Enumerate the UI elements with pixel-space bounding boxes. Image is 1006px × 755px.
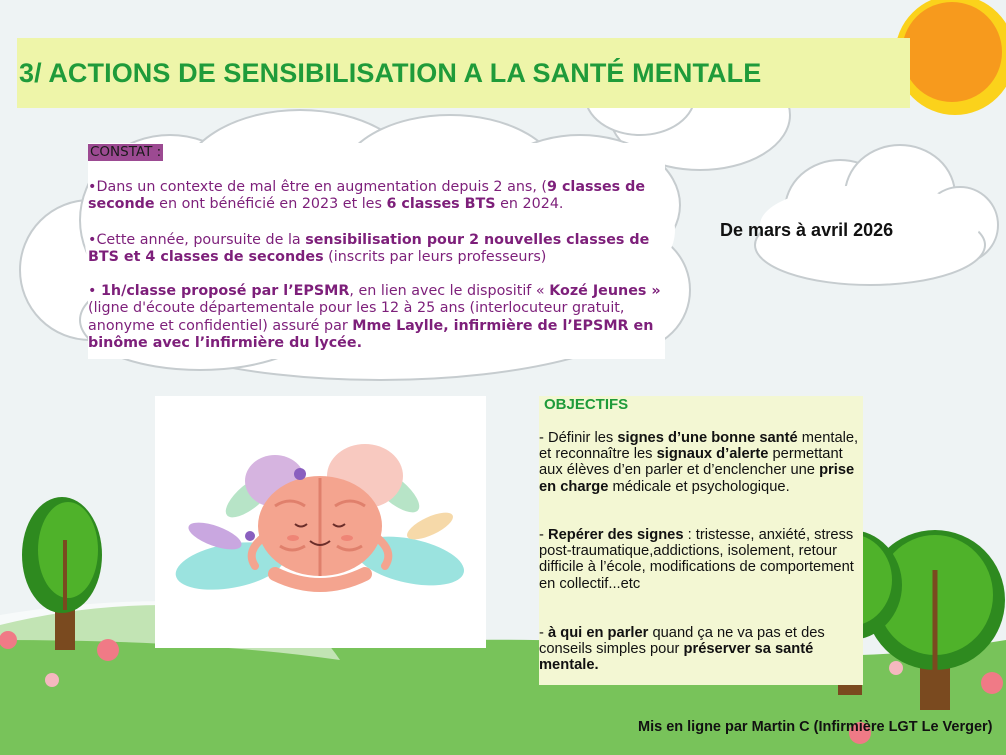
objectifs-heading: OBJECTIFS <box>544 396 629 413</box>
constat-paragraph-1: •Dans un contexte de mal être en augmentation depuis 2 ans, (9 classes de seconde en ont bénéficié en 2023 et les 6 classes BTS en 2024. <box>88 179 646 213</box>
date-range: De mars à avril 2026 <box>720 220 894 240</box>
objectif-item-3: - à qui en parler quand ça ne va pas et des conseils simples pour préserver sa santé mentale. <box>539 625 825 674</box>
title-banner <box>17 38 910 108</box>
meditating-brain-icon <box>155 396 486 648</box>
footer-credit: Mis en ligne par Martin C (Infirmière LGT Le Verger) <box>638 719 993 735</box>
objectif-item-2: - Repérer des signes : tristesse, anxiété, stress post-traumatique,addictions, isolement, retour difficile à l’école, modifications de comportement en collectif...etc <box>539 527 854 592</box>
constat-panel <box>88 143 665 359</box>
objectifs-panel <box>539 396 863 685</box>
constat-paragraph-2: •Cette année, poursuite de la sensibilisation pour 2 nouvelles classes de BTS et 4 classes de secondes (inscrits par leurs professeurs) <box>88 232 650 266</box>
objectif-item-1: - Définir les signes d’une bonne santé mentale, et reconnaître les signaux d’alerte permettant aux élèves d’en parler et d’enclencher une prise en charge médicale et psychologique. <box>539 430 859 495</box>
page-title: 3/ ACTIONS DE SENSIBILISATION A LA SANTÉ MENTALE <box>19 58 762 88</box>
constat-heading: CONSTAT : <box>90 144 162 160</box>
constat-paragraph-3: • 1h/classe proposé par l’EPSMR, en lien avec le dispositif « Kozé Jeunes » (ligne d'écoute départementale pour les 12 à 25 ans (interlocuteur gratuit, anonyme et confidentiel) assuré par Mme Laylle, infirmière de l’EPSMR en binôme avec l’infirmière du lycée. <box>88 283 661 351</box>
brain-illustration <box>155 396 486 648</box>
